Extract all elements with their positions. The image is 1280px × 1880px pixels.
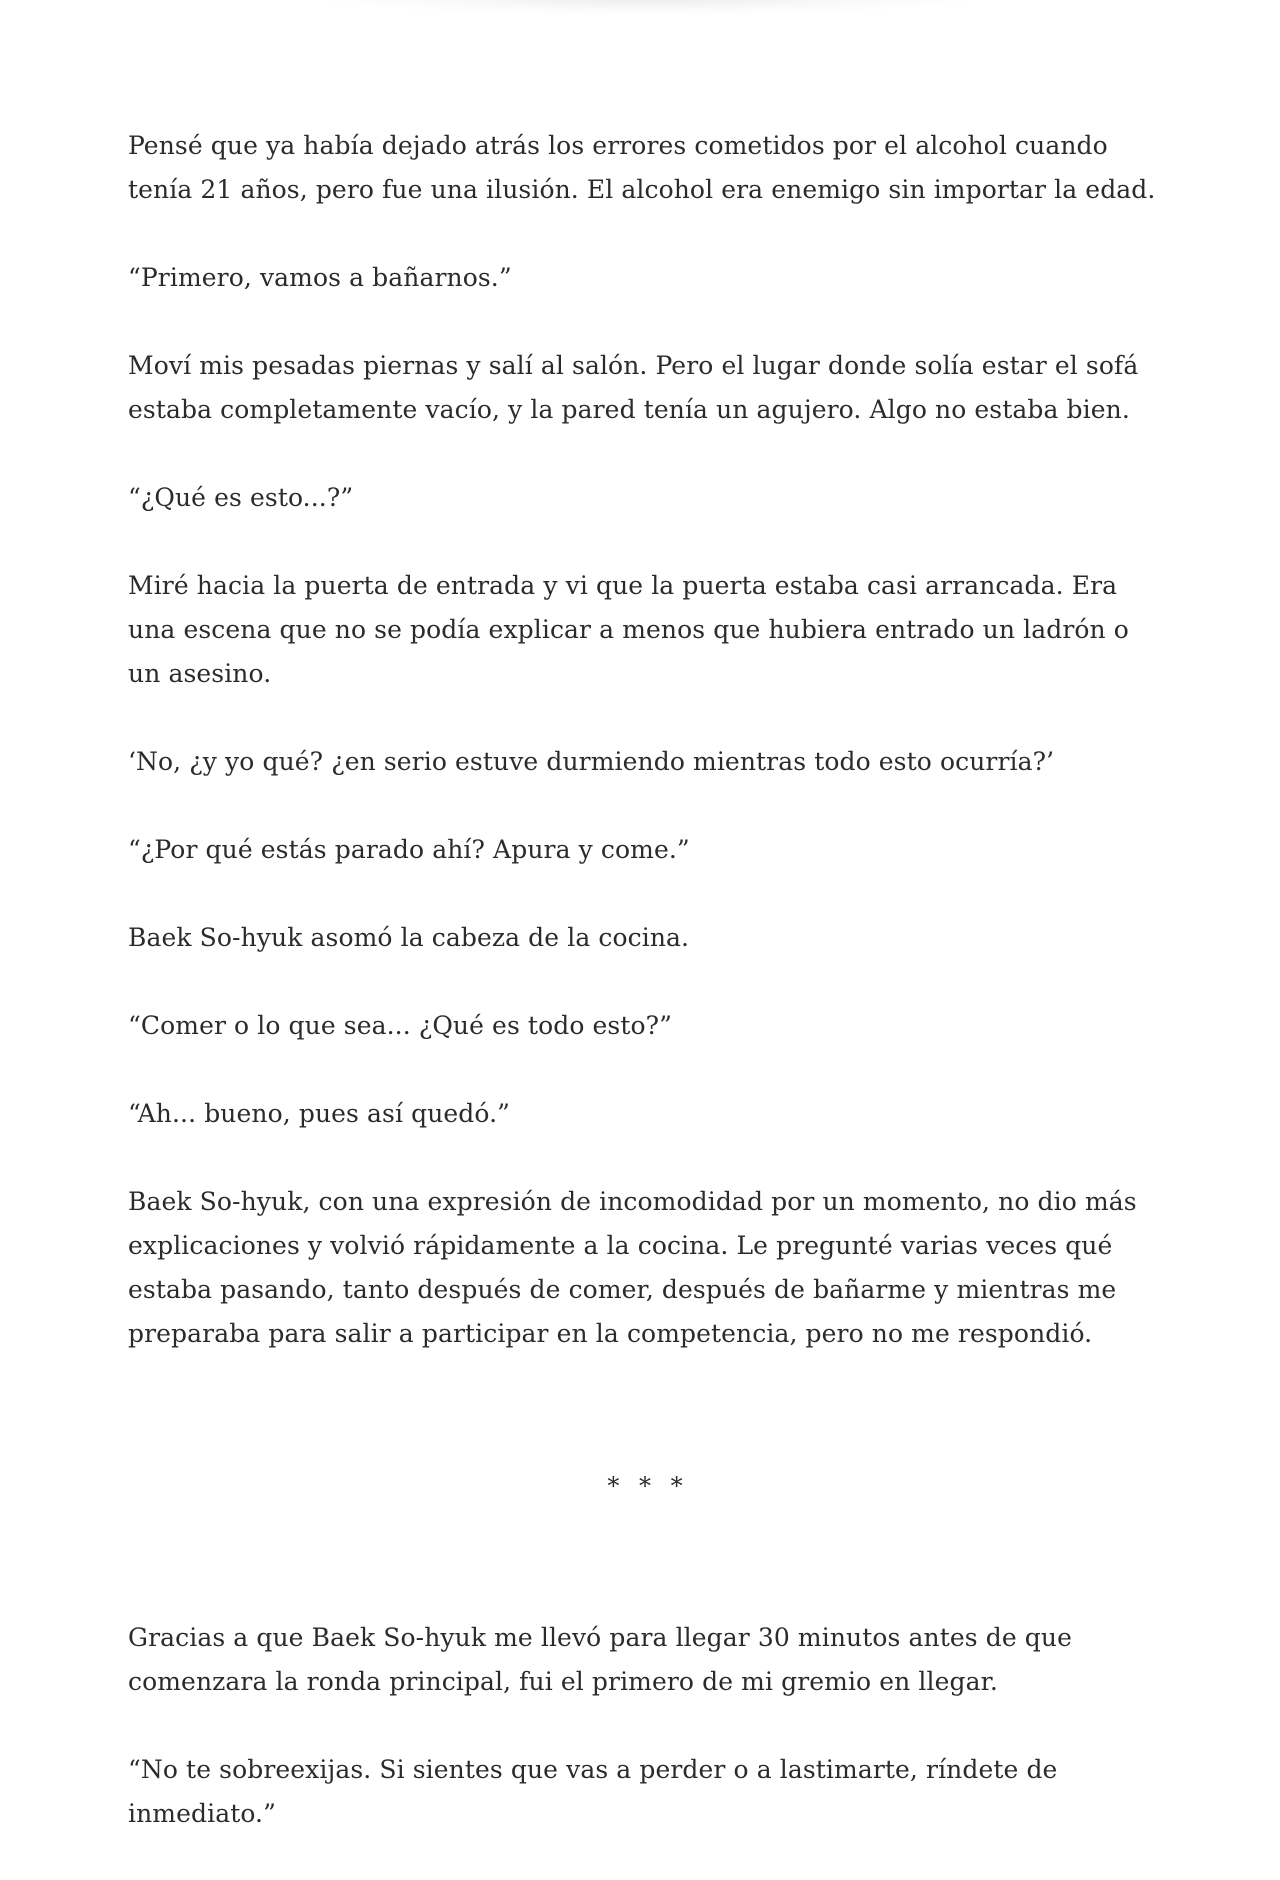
dialogue-line: “¿Qué es esto...?” (128, 483, 354, 512)
paragraph: Miré hacia la puerta de entrada y vi que la puerta estaba casi arrancada. Era una escena que no se podía explicar a menos que hubiera entrado un ladrón o un asesino. (128, 571, 1129, 688)
paragraph: Moví mis pesadas piernas y salí al salón. Pero el lugar donde solía estar el sofá estaba completamente vacío, y la pared tenía un agujero. Algo no estaba bien. (128, 351, 1139, 424)
paragraph: Pensé que ya había dejado atrás los errores cometidos por el alcohol cuando tenía 21 años, pero fue una ilusión. El alcohol era enemigo sin importar la edad. (128, 131, 1156, 204)
dialogue-line: “Ah... bueno, pues así quedó.” (128, 1099, 511, 1128)
dialogue-line: “No te sobreexijas. Si sientes que vas a perder o a lastimarte, ríndete de inmediato.” (128, 1755, 1058, 1828)
paragraph: Baek So-hyuk, con una expresión de incomodidad por un momento, no dio más explicaciones y volvió rápidamente a la cocina. Le pregunté varias veces qué estaba pasando, tanto después de comer, después de bañarme y mientras me preparaba para salir a participar en la competencia, pero no me respondió. (128, 1187, 1137, 1348)
dialogue-line: “¿Por qué estás parado ahí? Apura y come.” (128, 835, 690, 864)
dialogue-line: “Comer o lo que sea... ¿Qué es todo esto?” (128, 1011, 673, 1040)
paragraph: Baek So-hyuk asomó la cabeza de la cocina. (128, 923, 690, 952)
chapter-text (128, 124, 1168, 1880)
top-edge-shadow (330, 0, 970, 14)
thought-line: ‘No, ¿y yo qué? ¿en serio estuve durmiendo mientras todo esto ocurría?’ (128, 747, 1055, 776)
scene-break: * * * (607, 1472, 689, 1500)
dialogue-line: “Primero, vamos a bañarnos.” (128, 263, 512, 292)
paragraph: Gracias a que Baek So-hyuk me llevó para llegar 30 minutos antes de que comenzara la ronda principal, fui el primero de mi gremio en llegar. (128, 1623, 1072, 1696)
